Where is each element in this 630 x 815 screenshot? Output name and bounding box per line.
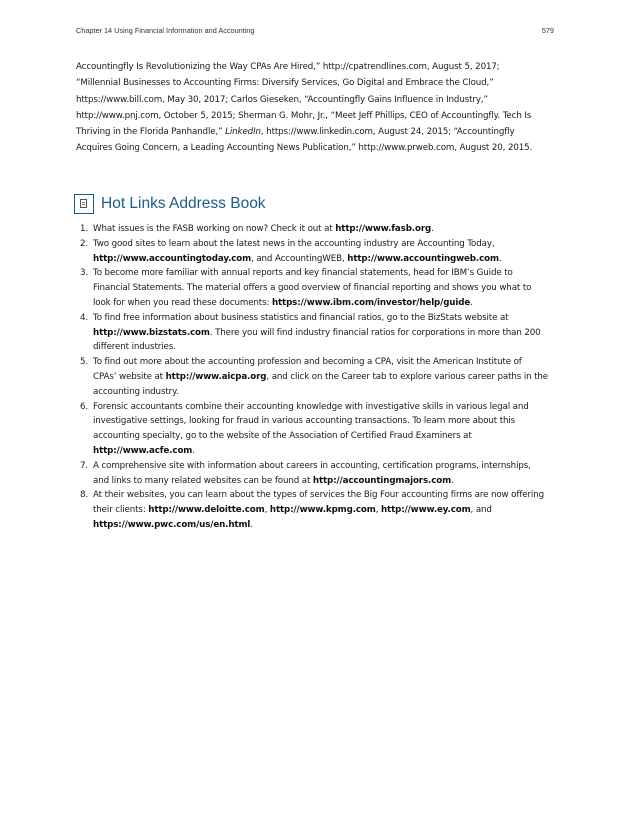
- running-header: [76, 26, 554, 38]
- item-text: their clients:: [93, 505, 149, 516]
- fasb-link[interactable]: http://www.fasb.org: [335, 224, 432, 234]
- list-item: [76, 222, 562, 237]
- item-text: Forensic accountants combine their accounting knowledge with investigative skills in various legal and: [93, 401, 529, 412]
- item-number: 5.: [80, 357, 89, 368]
- item-number: 2.: [80, 238, 89, 249]
- item-text: look for when you read these documents:: [93, 297, 272, 308]
- item-number: 4.: [80, 312, 89, 323]
- item-text: , and AccountingWEB,: [251, 253, 348, 264]
- item-text: To find out more about the accounting profession and becoming a CPA, visit the American Institute of: [93, 357, 522, 368]
- reference-line: http://www.pnj.com, October 5, 2015; Sherman G. Mohr, Jr., “Meet Jeff Phillips, CEO of Accountingfly. Tech Is: [76, 110, 532, 121]
- reference-line: Accountingfly Is Revolutionizing the Way CPAs Are Hired,” http://cpatrendlines.com, August 5, 2017;: [76, 62, 500, 72]
- item-text: accounting industry.: [93, 386, 179, 397]
- hot-links-list: [76, 222, 562, 533]
- linkedin-title: LinkedIn: [225, 127, 261, 138]
- item-text: and links to many related websites can be found at: [93, 475, 313, 486]
- item-text: .: [250, 519, 253, 530]
- item-text: .: [470, 297, 473, 308]
- list-item: [76, 488, 562, 532]
- item-number: 6.: [80, 401, 89, 412]
- item-text: accounting specialty, go to the website of the Association of Certified Fraud Examiners at: [93, 431, 472, 442]
- reference-text: , https://www.linkedin.com, August 24, 2015; “Accountingfly: [260, 127, 515, 138]
- item-text: To become more familiar with annual reports and key financial statements, head for IBM’s Guide to: [93, 268, 513, 279]
- accountingtoday-link[interactable]: http://www.accountingtoday.com: [93, 253, 252, 264]
- item-text: investigative settings, looking for fraud in various accounting transactions. To learn more about this: [93, 416, 516, 427]
- deloitte-link[interactable]: http://www.deloitte.com: [148, 505, 265, 516]
- list-item: [76, 355, 562, 399]
- item-text: ,: [264, 505, 270, 516]
- item-text: CPAs’ website at: [93, 371, 166, 382]
- item-text: , and: [470, 505, 492, 516]
- item-text: .: [431, 224, 434, 234]
- item-text: , and click on the Career tab to explore various career paths in the: [266, 371, 549, 382]
- accountingmajors-link[interactable]: http://accountingmajors.com: [312, 475, 452, 486]
- references-paragraph: [76, 59, 556, 157]
- list-item: [76, 237, 562, 267]
- acfe-link[interactable]: http://www.acfe.com: [93, 445, 193, 456]
- item-text: Two good sites to learn about the latest news in the accounting industry are Accounting Today,: [93, 238, 495, 249]
- aicpa-link[interactable]: http://www.aicpa.org: [165, 371, 267, 382]
- reference-line: https://www.bill.com, May 30, 2017; Carlos Gieseken, “Accountingfly Gains Influence in Industry,”: [76, 94, 488, 105]
- item-number: 1.: [80, 224, 89, 234]
- item-number: 3.: [80, 268, 89, 279]
- item-text: ,: [375, 505, 381, 516]
- reference-line: [76, 124, 556, 140]
- item-number: 8.: [80, 490, 89, 501]
- ibm-guide-link[interactable]: https://www.ibm.com/investor/help/guide: [271, 297, 471, 308]
- bizstats-link[interactable]: http://www.bizstats.com: [93, 327, 210, 338]
- ey-link[interactable]: http://www.ey.com: [380, 505, 471, 516]
- kpmg-link[interactable]: http://www.kpmg.com: [269, 505, 376, 516]
- chapter-title: Chapter 14 Using Financial Information and Accounting: [76, 26, 255, 35]
- accountingweb-link[interactable]: http://www.accountingweb.com: [347, 253, 499, 264]
- item-text: To find free information about business statistics and financial ratios, go to the BizStats website at: [93, 312, 509, 323]
- address-book-icon: [74, 194, 94, 214]
- item-text: At their websites, you can learn about the types of services the Big Four accounting firms are now offering: [93, 490, 545, 501]
- section-title: Hot Links Address Book: [101, 195, 266, 212]
- item-text: Financial Statements. The material offers a good overview of financial reporting and shows you what to: [93, 283, 532, 294]
- pwc-link[interactable]: https://www.pwc.com/us/en.html: [93, 519, 251, 530]
- list-item: [76, 459, 562, 489]
- reference-line: Acquires Going Concern, a Leading Accounting News Publication,” http://www.prweb.com, August 20, 2015.: [76, 143, 533, 154]
- item-text: A comprehensive site with information about careers in accounting, certification programs, internships,: [93, 460, 531, 471]
- item-text: . There you will find industry financial ratios for corporations in more than 200: [209, 327, 541, 338]
- page-number: 579: [541, 26, 554, 35]
- item-text: different industries.: [93, 342, 176, 353]
- item-text: .: [451, 475, 454, 486]
- reference-line: “Millennial Businesses to Accounting Firms: Diversify Services, Go Digital and Embrace the Cloud,”: [76, 78, 494, 89]
- list-item: [76, 400, 562, 459]
- item-text: What issues is the FASB working on now? Check it out at: [93, 224, 336, 234]
- list-item: [76, 311, 562, 355]
- item-text: .: [498, 253, 502, 264]
- list-item: [76, 266, 562, 310]
- item-number: 7.: [80, 460, 89, 471]
- reference-text: Thriving in the Florida Panhandle,”: [76, 127, 226, 138]
- item-text: .: [192, 445, 195, 456]
